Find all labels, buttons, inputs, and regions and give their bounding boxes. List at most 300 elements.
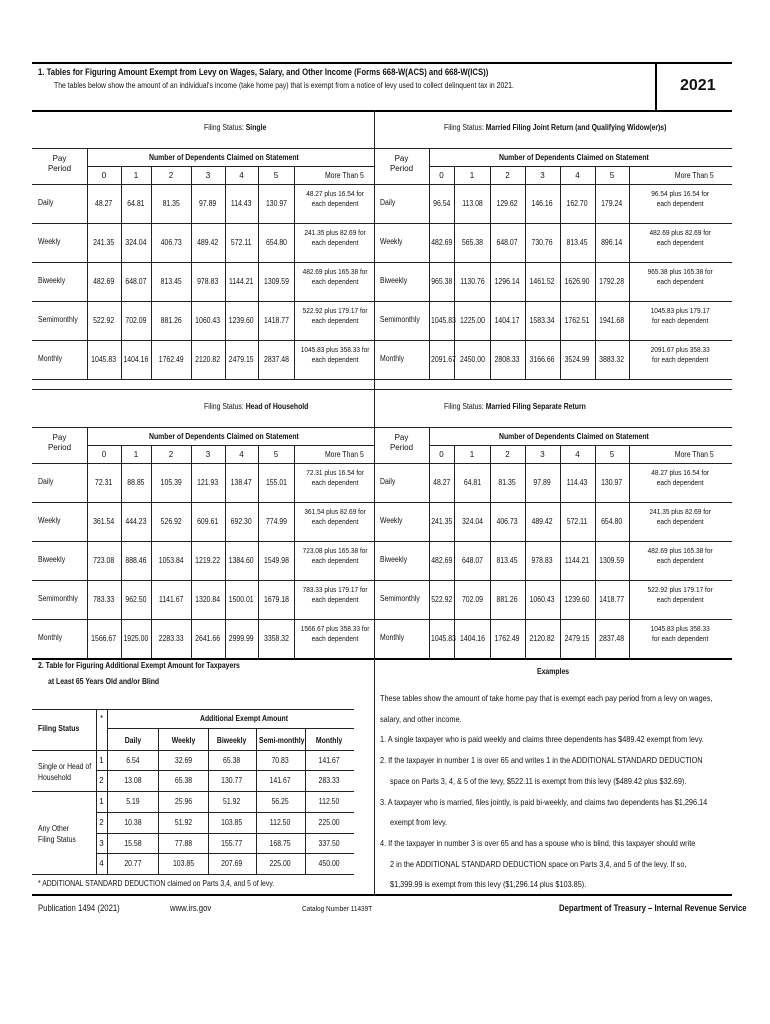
add-rule xyxy=(96,853,354,854)
exempt-amount-cell: 96.54 xyxy=(432,199,451,208)
dependent-column-header: 5 xyxy=(273,171,279,180)
dependent-column-header: More Than 5 xyxy=(324,450,364,459)
exempt-amount-cell: 1549.98 xyxy=(263,556,289,565)
exempt-amount-cell: 1384.60 xyxy=(229,556,254,565)
table-rule xyxy=(32,301,374,302)
more-than-5-cell xyxy=(300,189,370,210)
year-divider xyxy=(655,62,657,110)
exempt-amount-cell: 2641.66 xyxy=(195,634,221,643)
additional-count: 1 xyxy=(99,797,104,806)
exempt-amount-cell: 146.16 xyxy=(531,199,554,208)
more-than-5-line: 72.31 plus 16.54 for xyxy=(306,468,364,477)
more-than-5-line: each dependent xyxy=(311,355,359,365)
group-label-line: Household xyxy=(38,772,71,782)
table-rule xyxy=(294,166,295,379)
mid-rule xyxy=(32,389,732,390)
more-than-5-cell xyxy=(300,585,370,606)
additional-amount-cell: 283.33 xyxy=(318,776,341,785)
table-rule xyxy=(87,148,88,379)
exempt-amount-cell: 1404.16 xyxy=(459,634,485,643)
exempt-amount-cell: 2479.15 xyxy=(229,355,254,364)
more-than-5-cell xyxy=(635,345,725,366)
more-than-5-line: 1566.67 plus 358.33 for xyxy=(300,624,370,633)
exempt-amount-cell: 121.93 xyxy=(197,478,219,487)
filing-status-value: Head of Household xyxy=(245,402,309,411)
table-rule xyxy=(374,619,732,620)
pay-period-label: Weekly xyxy=(38,237,61,246)
exempt-amount-cell: 702.09 xyxy=(461,595,483,604)
table-rule xyxy=(374,184,732,185)
more-than-5-line: each dependent xyxy=(311,199,359,209)
dependent-column-header: 1 xyxy=(469,171,475,180)
filing-status-group-label xyxy=(38,823,76,845)
exempt-amount-cell: 48.27 xyxy=(95,199,113,208)
dependent-column-header: 3 xyxy=(540,171,545,180)
exempt-amount-cell: 482.69 xyxy=(93,277,115,286)
more-than-5-line: 965.38 plus 165.38 for xyxy=(647,267,713,276)
exempt-amount-cell: 2283.33 xyxy=(158,634,184,643)
table-rule xyxy=(595,445,596,658)
exempt-amount-cell: 2120.82 xyxy=(530,634,555,643)
exempt-amount-cell: 1144.21 xyxy=(565,556,590,565)
example-line: These tables show the amount of take home pay that is exempt each pay period from a levy on wages, xyxy=(380,693,713,703)
more-than-5-line: 522.92 plus 179.17 for xyxy=(647,585,713,594)
more-than-5-line: 482.69 plus 165.38 for xyxy=(302,267,368,276)
half-divider xyxy=(374,110,375,658)
exempt-amount-cell: 565.38 xyxy=(461,238,483,247)
table-rule xyxy=(595,166,596,379)
exempt-amount-cell: 1762.51 xyxy=(565,316,590,325)
dependent-column-header: 0 xyxy=(439,171,444,180)
table-rule xyxy=(121,166,122,379)
additional-amount-cell: 6.54 xyxy=(125,756,140,765)
additional-footnote: * ADDITIONAL STANDARD DEDUCTION claimed on Parts 3,4, and 5 of levy. xyxy=(38,879,275,888)
filing-status-label: Filing Status: xyxy=(444,402,484,411)
exempt-amount-cell: 896.14 xyxy=(601,238,623,247)
example-line: $1,399.99 is exempt from this levy ($1,296.14 plus $103.85). xyxy=(390,879,587,890)
exempt-amount-cell: 113.08 xyxy=(461,199,483,208)
dependent-column-header: 0 xyxy=(101,450,107,459)
exempt-amount-cell: 783.33 xyxy=(93,595,115,604)
exempt-amount-cell: 324.04 xyxy=(125,238,147,247)
pay-period-label: Daily xyxy=(38,198,54,207)
add-rule xyxy=(32,709,354,710)
table-rule xyxy=(32,427,374,428)
more-than-5-line: each dependent xyxy=(311,634,359,644)
exempt-amount-cell: 730.76 xyxy=(531,238,554,247)
table-rule xyxy=(374,148,732,149)
pay-period-label: Biweekly xyxy=(38,555,66,564)
exempt-amount-cell: 1239.60 xyxy=(229,316,254,325)
pay-period-label: Monthly xyxy=(380,633,405,642)
website-link[interactable]: www.irs.gov xyxy=(170,903,212,913)
exempt-amount-cell: 1583.34 xyxy=(530,316,555,325)
table-rule xyxy=(374,427,732,428)
exempt-amount-cell: 406.73 xyxy=(496,517,519,526)
pay-period-label: Monthly xyxy=(38,633,63,642)
additional-deduction-star: * xyxy=(99,714,104,723)
table-rule xyxy=(87,166,374,167)
exempt-amount-cell: 1045.83 xyxy=(91,355,117,364)
table-rule xyxy=(560,445,561,658)
pay-period-header-line: Pay xyxy=(52,154,67,163)
pay-period-header-line: Pay xyxy=(52,433,67,442)
exempt-amount-cell: 2837.48 xyxy=(263,355,289,364)
exempt-amount-cell: 2091.67 xyxy=(430,355,456,364)
more-than-5-line: 1045.83 plus 358.33 xyxy=(650,624,710,633)
exempt-amount-cell: 72.31 xyxy=(95,478,113,487)
exempt-amount-cell: 526.92 xyxy=(160,517,182,526)
table-rule xyxy=(32,223,374,224)
filing-status-value: Single xyxy=(245,123,267,132)
add-rule xyxy=(32,874,354,875)
more-than-5-line: 48.27 plus 16.54 for xyxy=(306,189,364,198)
exempt-amount-cell: 723.08 xyxy=(93,556,115,565)
exempt-amount-cell: 1500.01 xyxy=(229,595,254,604)
pay-period-header xyxy=(32,433,87,453)
dependent-column-header: 3 xyxy=(540,450,545,459)
additional-amount-cell: 51.92 xyxy=(223,797,241,806)
dependent-column-header: 1 xyxy=(469,450,475,459)
more-than-5-line: for each dependent xyxy=(652,316,709,326)
more-than-5-cell xyxy=(635,228,725,249)
more-than-5-line: each dependent xyxy=(311,556,359,566)
additional-count: 2 xyxy=(99,818,104,827)
dependent-column-header: More Than 5 xyxy=(674,171,714,180)
dependent-column-header: 3 xyxy=(205,450,211,459)
exempt-amount-cell: 2479.15 xyxy=(565,634,590,643)
filing-status-label: Filing Status: xyxy=(444,123,484,132)
header-bottom-rule xyxy=(32,110,732,112)
section2-top-rule xyxy=(32,658,732,660)
additional-count: 1 xyxy=(99,756,104,765)
additional-amount-cell: 155.77 xyxy=(221,839,243,848)
exempt-amount-cell: 978.83 xyxy=(531,556,554,565)
exempt-amount-cell: 1296.14 xyxy=(495,277,520,286)
more-than-5-line: 1045.83 plus 179.17 xyxy=(650,306,710,315)
table-rule xyxy=(121,445,122,658)
table-rule xyxy=(525,166,526,379)
exempt-amount-cell: 2120.82 xyxy=(195,355,221,364)
exempt-amount-cell: 702.09 xyxy=(125,316,147,325)
additional-amount-cell: 141.67 xyxy=(269,776,292,785)
pay-period-label: Weekly xyxy=(380,237,403,246)
pay-period-label: Semimonthly xyxy=(38,594,78,603)
dependent-column-header: 0 xyxy=(101,171,107,180)
additional-amount-header: Additional Exempt Amount xyxy=(200,714,289,723)
exempt-amount-cell: 1404.17 xyxy=(495,316,520,325)
filing-status-column-header: Filing Status xyxy=(38,724,80,733)
exempt-amount-cell: 1762.49 xyxy=(495,634,520,643)
dependent-column-header: 5 xyxy=(273,450,279,459)
pay-period-header xyxy=(32,154,87,174)
exempt-amount-cell: 489.42 xyxy=(531,517,554,526)
exempt-amount-cell: 105.39 xyxy=(160,478,182,487)
additional-amount-cell: 112.50 xyxy=(270,818,291,827)
exempt-amount-cell: 2999.99 xyxy=(229,634,254,643)
exempt-amount-cell: 692.30 xyxy=(230,517,253,526)
pay-period-label: Biweekly xyxy=(380,555,408,564)
table-rule xyxy=(32,184,374,185)
num-dependents-header: Number of Dependents Claimed on Statement xyxy=(499,432,649,441)
table-rule xyxy=(429,445,732,446)
exempt-amount-cell: 48.27 xyxy=(432,478,451,487)
example-line: exempt from levy. xyxy=(390,817,448,828)
exempt-amount-cell: 881.26 xyxy=(160,316,182,325)
exempt-amount-cell: 774.99 xyxy=(265,517,287,526)
more-than-5-line: 96.54 plus 16.54 for xyxy=(651,189,710,198)
additional-title-1: 2. Table for Figuring Additional Exempt Amount for Taxpayers xyxy=(38,661,240,670)
exempt-amount-cell: 3524.99 xyxy=(565,355,590,364)
exempt-amount-cell: 88.85 xyxy=(127,478,145,487)
exempt-amount-cell: 888.46 xyxy=(125,556,147,565)
add-rule xyxy=(96,833,354,834)
num-dependents-header: Number of Dependents Claimed on Statement xyxy=(149,153,299,162)
table-rule xyxy=(490,445,491,658)
table-rule xyxy=(374,379,732,380)
section-title: 1. Tables for Figuring Amount Exempt from Levy on Wages, Salary, and Other Income (Forms 668-W(ACS) and 668-W(ICS)) xyxy=(38,67,489,77)
exempt-amount-cell: 241.35 xyxy=(430,517,453,526)
section-subtitle: The tables below show the amount of an individual's income (take home pay) that is exempt from a notice of levy used to collect delinquent tax in 2021. xyxy=(54,81,514,90)
additional-amount-cell: 56.25 xyxy=(271,797,290,806)
exempt-amount-cell: 241.35 xyxy=(93,238,115,247)
example-line: 2 in the ADDITIONAL STANDARD DEDUCTION space on Parts 3,4, and 5 of the levy. If so, xyxy=(390,858,687,869)
exempt-amount-cell: 1225.00 xyxy=(459,316,485,325)
table-rule xyxy=(374,580,732,581)
filing-status-heading xyxy=(444,403,586,411)
add-rule xyxy=(96,812,354,813)
more-than-5-line: 48.27 plus 16.54 for xyxy=(651,468,710,477)
catalog-number: Catalog Number 11439T xyxy=(302,904,373,913)
additional-amount-cell: 15.58 xyxy=(123,839,142,848)
more-than-5-cell xyxy=(635,546,725,567)
filing-status-value: Married Filing Separate Return xyxy=(485,402,586,411)
exempt-amount-cell: 1461.52 xyxy=(530,277,555,286)
exempt-amount-cell: 1060.43 xyxy=(530,595,555,604)
exempt-amount-cell: 962.50 xyxy=(125,595,147,604)
add-rule xyxy=(96,770,354,771)
department: Department of Treasury – Internal Revenue Service xyxy=(559,903,747,913)
pay-period-label: Biweekly xyxy=(38,276,66,285)
exempt-amount-cell: 648.07 xyxy=(125,277,147,286)
exempt-amount-cell: 1566.67 xyxy=(91,634,117,643)
exempt-amount-cell: 155.01 xyxy=(265,478,287,487)
more-than-5-cell xyxy=(300,345,370,366)
additional-column-header: Biweekly xyxy=(217,736,247,745)
pay-period-header-line: Pay xyxy=(394,433,409,442)
more-than-5-cell xyxy=(300,306,370,327)
dependent-column-header: More Than 5 xyxy=(674,450,714,459)
more-than-5-line: 482.69 plus 165.38 for xyxy=(647,546,713,555)
additional-amount-cell: 32.69 xyxy=(174,756,192,765)
filing-status-group-label xyxy=(38,761,91,783)
exempt-amount-cell: 130.97 xyxy=(265,199,287,208)
additional-column-header: Weekly xyxy=(171,736,195,745)
dependent-column-header: 2 xyxy=(505,171,510,180)
exempt-amount-cell: 138.47 xyxy=(230,478,253,487)
table-rule xyxy=(454,166,455,379)
exempt-amount-cell: 522.92 xyxy=(93,316,115,325)
pay-period-header-line: Pay xyxy=(394,154,409,163)
exempt-amount-cell: 965.38 xyxy=(430,277,453,286)
exempt-amount-cell: 1941.68 xyxy=(599,316,625,325)
table-rule xyxy=(151,166,152,379)
pay-period-label: Semimonthly xyxy=(38,315,78,324)
more-than-5-cell xyxy=(635,189,725,210)
table-rule xyxy=(151,445,152,658)
table-rule xyxy=(429,166,732,167)
exempt-amount-cell: 1925.00 xyxy=(123,634,149,643)
exempt-amount-cell: 609.61 xyxy=(197,517,219,526)
table-rule xyxy=(32,502,374,503)
more-than-5-line: for each dependent xyxy=(652,355,709,365)
dependent-column-header: 5 xyxy=(609,450,615,459)
additional-amount-cell: 51.92 xyxy=(174,818,192,827)
filing-status-value: Married Filing Joint Return (and Qualifying Widow(er)s) xyxy=(485,123,667,132)
additional-amount-cell: 25.96 xyxy=(174,797,192,806)
exempt-amount-cell: 648.07 xyxy=(461,556,483,565)
exempt-amount-cell: 1141.67 xyxy=(158,595,184,604)
more-than-5-cell xyxy=(635,507,725,528)
year: 2021 xyxy=(680,77,716,94)
exempt-amount-cell: 482.69 xyxy=(430,556,453,565)
pay-period-label: Daily xyxy=(380,198,396,207)
exempt-amount-cell: 1762.49 xyxy=(158,355,184,364)
more-than-5-cell xyxy=(300,624,370,645)
additional-amount-cell: 10.38 xyxy=(123,818,142,827)
more-than-5-line: each dependent xyxy=(311,238,359,248)
exempt-amount-cell: 97.89 xyxy=(199,199,217,208)
table-rule xyxy=(32,580,374,581)
more-than-5-cell xyxy=(635,585,725,606)
exempt-amount-cell: 1792.28 xyxy=(599,277,625,286)
dependent-column-header: 3 xyxy=(205,171,211,180)
exempt-amount-cell: 162.70 xyxy=(566,199,589,208)
filing-status-label: Filing Status: xyxy=(204,402,244,411)
table-rule xyxy=(374,541,732,542)
add-rule xyxy=(107,728,354,729)
table-rule xyxy=(225,445,226,658)
more-than-5-line: 361.54 plus 82.69 for xyxy=(304,507,366,516)
more-than-5-line: 1045.83 plus 358.33 for xyxy=(300,345,370,354)
additional-amount-cell: 77.88 xyxy=(174,839,192,848)
more-than-5-line: each dependent xyxy=(311,277,359,287)
footer-rule xyxy=(32,894,732,896)
exempt-amount-cell: 324.04 xyxy=(461,517,483,526)
add-rule xyxy=(96,709,97,874)
table-rule xyxy=(258,166,259,379)
exempt-amount-cell: 813.45 xyxy=(496,556,519,565)
additional-amount-cell: 20.77 xyxy=(123,859,142,868)
add-rule xyxy=(107,709,108,874)
more-than-5-line: each dependent xyxy=(656,478,704,488)
exempt-amount-cell: 1404.16 xyxy=(123,355,149,364)
additional-count: 2 xyxy=(99,776,104,785)
table-rule xyxy=(374,463,732,464)
table-rule xyxy=(32,148,374,149)
exempt-amount-cell: 114.43 xyxy=(567,478,588,487)
table-rule xyxy=(374,301,732,302)
table-rule xyxy=(32,262,374,263)
table-rule xyxy=(225,166,226,379)
table-rule xyxy=(294,445,295,658)
exempt-amount-cell: 64.81 xyxy=(127,199,145,208)
additional-amount-cell: 225.00 xyxy=(269,859,292,868)
pay-period-label: Biweekly xyxy=(380,276,408,285)
additional-title-2: at Least 65 Years Old and/or Blind xyxy=(48,677,160,686)
exempt-amount-cell: 1679.18 xyxy=(263,595,289,604)
more-than-5-line: 783.33 plus 179.17 for xyxy=(302,585,368,594)
more-than-5-line: 2091.67 plus 358.33 xyxy=(650,345,710,354)
exempt-amount-cell: 3883.32 xyxy=(599,355,625,364)
pay-period-label: Daily xyxy=(380,477,396,486)
additional-count: 4 xyxy=(99,859,104,868)
table-rule xyxy=(87,445,374,446)
exempt-amount-cell: 81.35 xyxy=(162,199,180,208)
filing-status-heading xyxy=(204,124,266,132)
more-than-5-line: each dependent xyxy=(311,595,359,605)
more-than-5-line: each dependent xyxy=(311,517,359,527)
more-than-5-line: each dependent xyxy=(656,595,704,605)
exempt-amount-cell: 129.62 xyxy=(496,199,519,208)
more-than-5-cell xyxy=(300,546,370,567)
additional-column-header: Monthly xyxy=(316,736,343,745)
exempt-amount-cell: 179.24 xyxy=(601,199,623,208)
filing-status-label: Filing Status: xyxy=(204,123,244,132)
table-rule xyxy=(87,427,88,658)
exempt-amount-cell: 1626.90 xyxy=(565,277,590,286)
more-than-5-cell xyxy=(300,468,370,489)
more-than-5-line: each dependent xyxy=(656,556,704,566)
table-rule xyxy=(258,445,259,658)
example-line: 3. A taxpayer who is married, files jointly, is paid bi-weekly, and claims two dependents has $1,296.14 xyxy=(380,796,708,807)
pay-period-header xyxy=(374,433,429,453)
more-than-5-cell xyxy=(635,624,725,645)
exempt-amount-cell: 881.26 xyxy=(496,595,519,604)
section2-divider xyxy=(374,658,375,894)
pay-period-header xyxy=(374,154,429,174)
table-rule xyxy=(374,223,732,224)
table-rule xyxy=(629,445,630,658)
dependent-column-header: 2 xyxy=(168,171,174,180)
pay-period-header-line: Period xyxy=(47,443,72,452)
additional-amount-cell: 70.83 xyxy=(271,756,290,765)
add-rule xyxy=(158,728,159,874)
example-line: space on Parts 3, 4, & 5 of the levy, $522.11 is exempt from this levy ($489.42 plus $32.69). xyxy=(390,775,687,786)
exempt-amount-cell: 1309.59 xyxy=(263,277,289,286)
more-than-5-line: each dependent xyxy=(311,316,359,326)
dependent-column-header: 4 xyxy=(575,450,580,459)
exempt-amount-cell: 3358.32 xyxy=(263,634,289,643)
dependent-column-header: 2 xyxy=(168,450,174,459)
add-rule xyxy=(305,728,306,874)
pay-period-label: Monthly xyxy=(380,354,405,363)
table-rule xyxy=(454,445,455,658)
dependent-column-header: 4 xyxy=(575,171,580,180)
additional-amount-cell: 65.38 xyxy=(174,776,192,785)
exempt-amount-cell: 654.80 xyxy=(265,238,287,247)
filing-status-heading xyxy=(444,124,666,132)
table-rule xyxy=(32,541,374,542)
exempt-amount-cell: 1130.76 xyxy=(459,277,485,286)
additional-amount-cell: 130.77 xyxy=(221,776,243,785)
additional-amount-cell: 13.08 xyxy=(123,776,142,785)
table-rule xyxy=(560,166,561,379)
additional-amount-cell: 103.85 xyxy=(221,818,243,827)
exempt-amount-cell: 1309.59 xyxy=(599,556,625,565)
exempt-amount-cell: 572.11 xyxy=(567,517,588,526)
dependent-column-header: 5 xyxy=(609,171,615,180)
